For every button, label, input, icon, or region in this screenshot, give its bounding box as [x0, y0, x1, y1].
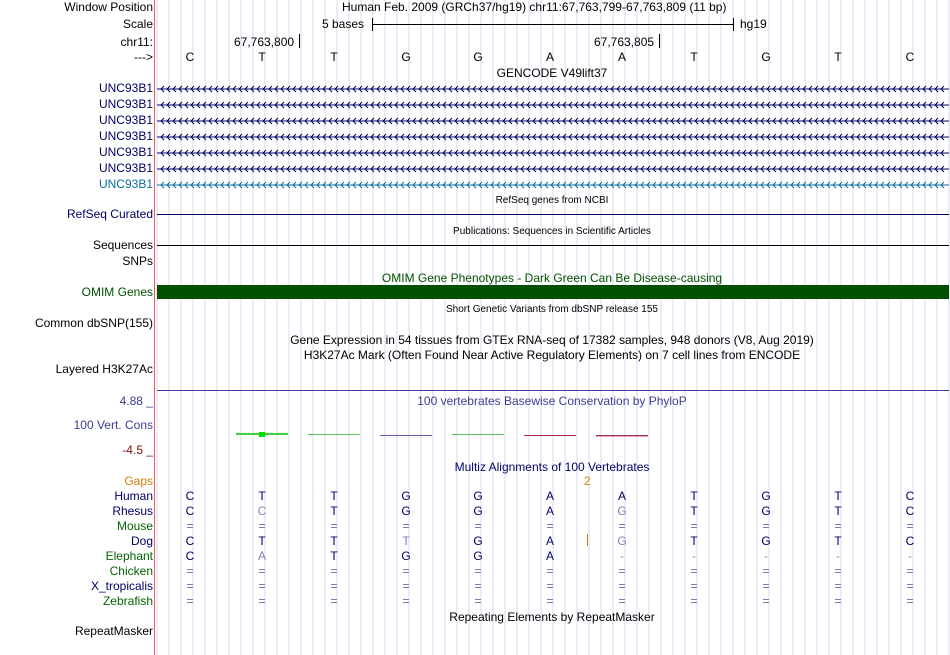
scale-assembly: hg19 — [740, 17, 767, 31]
species-label[interactable]: Human — [114, 489, 153, 503]
gencode-transcript-label[interactable]: UNC93B1 — [98, 161, 153, 175]
phylop-score-bar — [596, 435, 648, 436]
refseq-track-line[interactable] — [157, 214, 949, 215]
alignment-base: T — [690, 489, 698, 503]
alignment-base: A — [545, 504, 554, 518]
alignment-base: = — [402, 564, 410, 578]
reference-base: T — [690, 50, 698, 64]
alignment-base: T — [690, 504, 698, 518]
phylop-score-bar — [308, 434, 360, 435]
snps-label[interactable]: SNPs — [122, 254, 153, 268]
phylop-min-label: -4.5 _ — [122, 443, 153, 457]
species-label[interactable]: Mouse — [116, 519, 153, 533]
alignment-base: = — [762, 519, 770, 533]
layered-h3k27ac-label[interactable]: Layered H3K27Ac — [55, 362, 153, 376]
reference-base: A — [617, 50, 626, 64]
alignment-base: T — [402, 534, 410, 548]
alignment-base: T — [834, 534, 842, 548]
omim-gene-bar[interactable] — [157, 285, 949, 299]
common-dbsnp-label[interactable]: Common dbSNP(155) — [34, 316, 153, 330]
alignment-base: G — [473, 549, 483, 563]
alignment-base: = — [474, 519, 482, 533]
reference-base: A — [545, 50, 554, 64]
alignment-base: = — [762, 579, 770, 593]
refseq-title: RefSeq genes from NCBI — [495, 195, 609, 206]
insertion-marker — [587, 534, 588, 546]
alignment-base: C — [905, 504, 915, 518]
alignment-base: C — [905, 489, 915, 503]
alignment-base: = — [330, 564, 338, 578]
coordinate-label-2: 67,763,805 — [594, 35, 655, 49]
h3k27ac-baseline — [157, 390, 949, 391]
alignment-base: T — [258, 534, 266, 548]
alignment-base: = — [402, 594, 410, 608]
alignment-base: = — [618, 594, 626, 608]
phylop-score-bar — [452, 434, 504, 435]
alignment-base: = — [258, 519, 266, 533]
reference-base: T — [834, 50, 842, 64]
alignment-base: A — [545, 534, 554, 548]
reference-base: G — [473, 50, 483, 64]
alignment-base: C — [185, 504, 195, 518]
alignment-base: A — [617, 489, 626, 503]
chrom-label: chr11: — [120, 35, 153, 49]
gencode-transcript-line[interactable] — [157, 148, 949, 158]
alignment-base: T — [834, 489, 842, 503]
alignment-base: = — [906, 519, 914, 533]
phylop-score-bar — [524, 435, 576, 436]
alignment-base: = — [186, 519, 194, 533]
dbsnp-title: Short Genetic Variants from dbSNP release 155 — [446, 304, 658, 315]
reference-base: G — [401, 50, 411, 64]
coordinate-label-1: 67,763,800 — [234, 35, 295, 49]
species-label[interactable]: Dog — [130, 534, 153, 548]
reference-base: T — [258, 50, 266, 64]
phylop-max-label: 4.88 _ — [119, 394, 153, 408]
alignment-base: = — [690, 594, 698, 608]
gencode-transcript-line[interactable] — [157, 116, 949, 126]
gencode-transcript-line[interactable] — [157, 180, 949, 190]
alignment-base: C — [905, 534, 915, 548]
alignment-base: G — [761, 489, 771, 503]
gencode-transcript-label[interactable]: UNC93B1 — [98, 113, 153, 127]
alignment-base: G — [473, 489, 483, 503]
scale-label: Scale — [122, 17, 153, 31]
publications-title: Publications: Sequences in Scientific Articles — [453, 226, 651, 237]
reference-base: G — [761, 50, 771, 64]
repeatmasker-title: Repeating Elements by RepeatMasker — [449, 610, 655, 624]
gencode-transcript-line[interactable] — [157, 100, 949, 110]
alignment-base: T — [330, 549, 338, 563]
alignment-base: A — [257, 549, 266, 563]
alignment-base: = — [618, 579, 626, 593]
alignment-base: = — [258, 594, 266, 608]
alignment-base: = — [834, 519, 842, 533]
species-label[interactable]: Chicken — [109, 564, 153, 578]
scale-bar-right-tick — [733, 18, 734, 31]
alignment-base: = — [258, 579, 266, 593]
alignment-base: = — [330, 579, 338, 593]
alignment-base: = — [186, 579, 194, 593]
alignment-base: G — [617, 504, 627, 518]
alignment-base: G — [761, 504, 771, 518]
sequences-label[interactable]: Sequences — [92, 238, 153, 252]
alignment-base: = — [546, 594, 554, 608]
reference-base: C — [905, 50, 915, 64]
alignment-base: = — [546, 519, 554, 533]
alignment-base: = — [330, 519, 338, 533]
alignment-base: = — [834, 594, 842, 608]
phylop-peak-mark — [259, 432, 265, 437]
gencode-transcript-label[interactable]: UNC93B1 — [98, 97, 153, 111]
gencode-transcript-line[interactable] — [157, 132, 949, 142]
phylop-score-bar — [380, 435, 432, 436]
gtex-title: Gene Expression in 54 tissues from GTEx RNA-seq of 17382 samples, 948 donors (V8, Aug 2019) — [290, 333, 814, 347]
scale-bar-left-tick — [372, 18, 373, 31]
alignment-base: T — [834, 504, 842, 518]
reference-base: T — [330, 50, 338, 64]
alignment-base: G — [761, 534, 771, 548]
gencode-transcript-line[interactable] — [157, 84, 949, 94]
repeatmasker-label[interactable]: RepeatMasker — [74, 624, 153, 638]
window-position-label: Window Position — [64, 0, 153, 14]
alignment-base: - — [764, 549, 768, 563]
alignment-base: = — [834, 579, 842, 593]
scale-bar-text: 5 bases — [322, 17, 365, 31]
alignment-base: = — [474, 594, 482, 608]
gencode-transcript-label[interactable]: UNC93B1 — [98, 145, 153, 159]
alignment-base: = — [834, 564, 842, 578]
alignment-base: = — [690, 579, 698, 593]
alignment-base: = — [186, 594, 194, 608]
species-label[interactable]: X_tropicalis — [90, 579, 153, 593]
gencode-transcript-line[interactable] — [157, 164, 949, 174]
alignment-base: T — [690, 534, 698, 548]
multiz-title: Multiz Alignments of 100 Vertebrates — [454, 460, 650, 474]
alignment-base: = — [186, 564, 194, 578]
phylop-plot[interactable] — [0, 420, 950, 450]
alignment-base: = — [618, 564, 626, 578]
alignment-base: = — [546, 564, 554, 578]
h3k27ac-title: H3K27Ac Mark (Often Found Near Active Regulatory Elements) on 7 cell lines from ENCODE — [303, 348, 801, 362]
alignment-base: C — [185, 549, 195, 563]
species-label[interactable]: Zebrafish — [102, 594, 153, 608]
gencode-transcript-label[interactable]: UNC93B1 — [98, 129, 153, 143]
gencode-transcript-label[interactable]: UNC93B1 — [98, 177, 153, 191]
alignment-base: C — [185, 534, 195, 548]
window-position-value: Human Feb. 2009 (GRCh37/hg19) chr11:67,763,799-67,763,809 (11 bp) — [342, 0, 727, 14]
publications-track-line[interactable] — [157, 245, 949, 246]
coordinate-tick-2 — [659, 34, 660, 48]
alignment-base: = — [546, 579, 554, 593]
alignment-base: = — [906, 594, 914, 608]
alignment-base: C — [257, 504, 267, 518]
100-vert-cons-label[interactable]: 100 Vert. Cons — [73, 418, 153, 432]
strand-label: ---> — [134, 50, 153, 64]
alignment-base: = — [690, 519, 698, 533]
omim-title: OMIM Gene Phenotypes - Dark Green Can Be Disease-causing — [381, 271, 723, 285]
phylop-title: 100 vertebrates Basewise Conservation by PhyloP — [417, 394, 687, 408]
alignment-base: = — [402, 579, 410, 593]
alignment-base: G — [473, 534, 483, 548]
reference-base: C — [185, 50, 195, 64]
alignment-base: = — [474, 564, 482, 578]
alignment-base: = — [330, 594, 338, 608]
gap-count: 2 — [584, 474, 591, 488]
alignment-base: = — [762, 564, 770, 578]
species-label[interactable]: Elephant — [105, 549, 153, 563]
alignment-base: A — [545, 489, 554, 503]
alignment-base: = — [690, 564, 698, 578]
alignment-base: C — [185, 489, 195, 503]
alignment-base: G — [617, 534, 627, 548]
alignment-base: - — [908, 549, 912, 563]
alignment-base: = — [906, 564, 914, 578]
alignment-base: = — [618, 519, 626, 533]
gencode-title: GENCODE V49lift37 — [496, 66, 608, 80]
alignment-base: G — [401, 504, 411, 518]
alignment-base: T — [258, 489, 266, 503]
alignment-base: = — [402, 519, 410, 533]
alignment-base: G — [401, 549, 411, 563]
alignment-base: = — [906, 579, 914, 593]
alignment-base: - — [836, 549, 840, 563]
alignment-base: = — [762, 594, 770, 608]
alignment-base: - — [620, 549, 624, 563]
alignment-base: T — [330, 534, 338, 548]
coordinate-tick-1 — [299, 34, 300, 48]
alignment-base: T — [330, 504, 338, 518]
alignment-base: A — [545, 549, 554, 563]
alignment-base: - — [692, 549, 696, 563]
alignment-base: = — [474, 579, 482, 593]
omim-genes-label[interactable]: OMIM Genes — [81, 285, 153, 299]
alignment-base: G — [473, 504, 483, 518]
gencode-transcript-label[interactable]: UNC93B1 — [98, 81, 153, 95]
alignment-base: G — [401, 489, 411, 503]
species-label[interactable]: Rhesus — [112, 504, 153, 518]
gaps-label: Gaps — [124, 474, 153, 488]
scale-bar — [372, 24, 733, 25]
refseq-curated-label[interactable]: RefSeq Curated — [66, 207, 153, 221]
alignment-base: = — [258, 564, 266, 578]
alignment-base: T — [330, 489, 338, 503]
